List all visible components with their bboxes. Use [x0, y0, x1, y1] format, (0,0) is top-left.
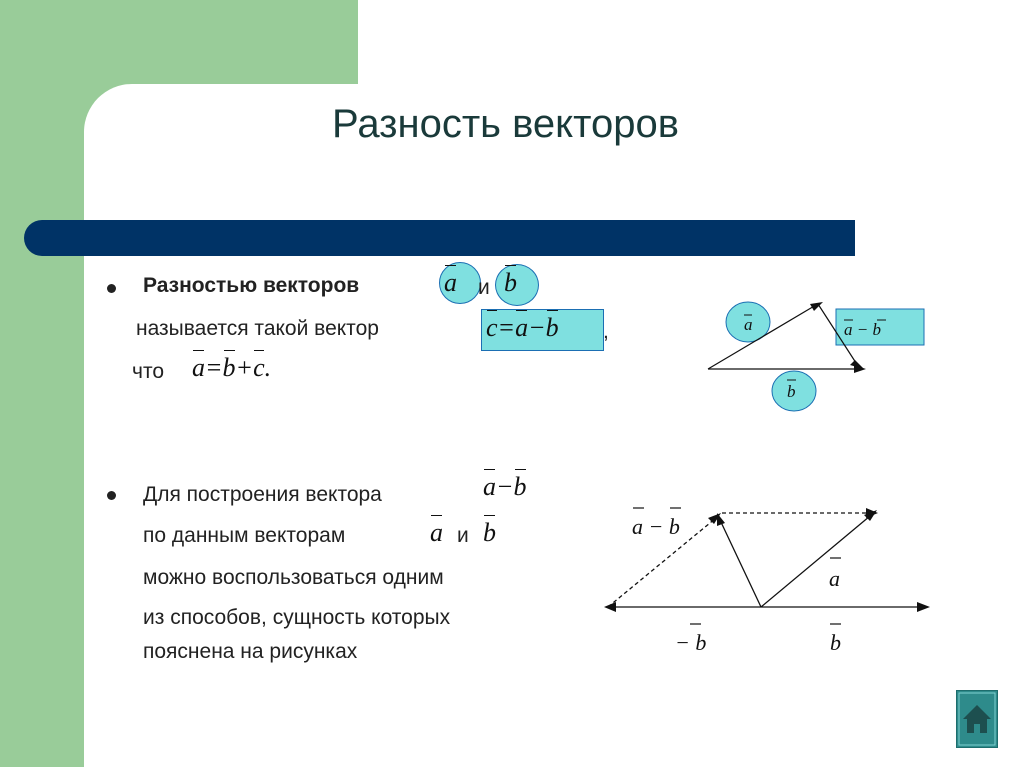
fig2-arrowhead-neg-b	[604, 602, 616, 612]
bullet1-line3-text: что	[132, 360, 165, 383]
figure-triangle-difference	[698, 290, 933, 415]
vector-b-symbol: b	[504, 268, 517, 297]
figure-parallelogram-difference	[600, 466, 938, 746]
bullet-marker-2	[107, 491, 116, 500]
bullet2-line3-text: можно воспользоваться одним	[143, 566, 444, 589]
fig2-vector-a	[761, 516, 870, 607]
bullet2-line1-text: Для построения вектора	[143, 483, 382, 506]
home-icon	[957, 691, 997, 747]
fig2-label-a-minus-b: a − b	[632, 514, 680, 539]
vector-b-highlight	[495, 264, 539, 306]
bullet2-and-text: и	[457, 524, 469, 547]
bullet1-comma: ,	[603, 320, 609, 343]
home-nav-button[interactable]	[956, 690, 998, 748]
bullet1-line1-text: Разностью векторов	[143, 274, 360, 297]
bullet2-line4-text: из способов, сущность которых	[143, 606, 451, 629]
bullet-marker-1	[107, 284, 116, 293]
vector-b-symbol-2: b	[483, 518, 496, 547]
fig2-label-a: a	[829, 566, 840, 591]
bullet2-line5-text: пояснена на рисунках	[143, 640, 358, 663]
equation-c-eq-a-minus-b: c=a−b	[486, 313, 559, 342]
fig1-label-a-minus-b: a − b	[844, 320, 881, 339]
bullet2-line2-text: по данным векторам	[143, 524, 346, 547]
fig2-label-b: b	[830, 630, 841, 655]
fig1-label-a: a	[744, 315, 753, 334]
vector-a-symbol-2: a	[430, 518, 443, 547]
slide-title: Разность векторов	[332, 102, 679, 146]
title-underline-bar	[24, 220, 855, 256]
fig2-label-neg-b: − b	[675, 630, 707, 655]
fig2-vector-a-minus-b-solid	[720, 520, 761, 607]
vector-a-symbol: a	[444, 268, 457, 297]
equation-a-eq-b-plus-c: a=b+c.	[192, 353, 272, 382]
bullet1-and-text: и	[478, 276, 490, 299]
bullet1-line2-text: называется такой вектор	[136, 317, 379, 340]
fig1-label-b: b	[787, 382, 796, 401]
expression-a-minus-b: a−b	[483, 472, 527, 501]
fig2-arrowhead-b	[917, 602, 930, 612]
